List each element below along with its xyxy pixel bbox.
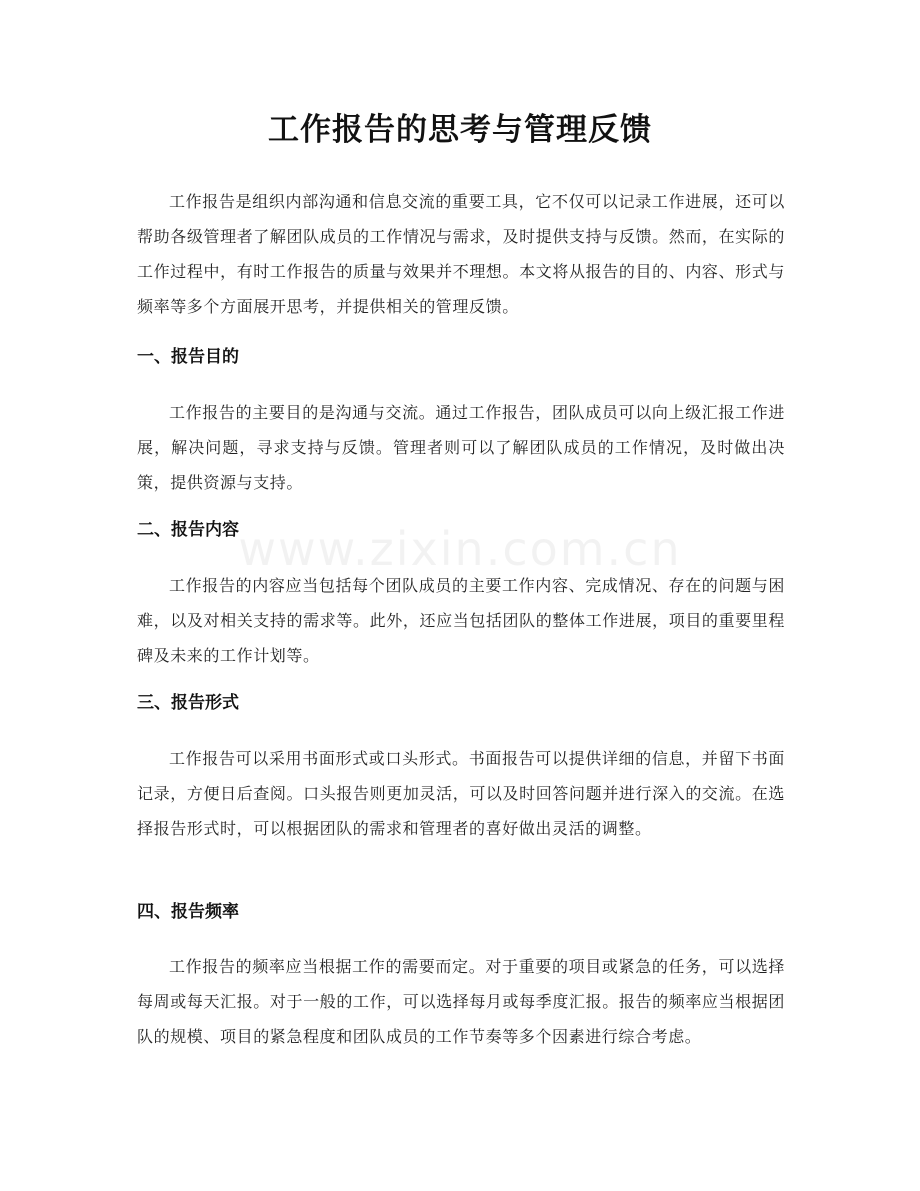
section-body-purpose: 工作报告的主要目的是沟通与交流。通过工作报告，团队成员可以向上级汇报工作进展，解决问题，寻求支持与反馈。管理者则可以了解团队成员的工作情况，及时做出决策，提供资源与支持。 <box>137 403 785 492</box>
watermark-text: www.zixin.com.cn <box>238 522 682 576</box>
section-heading-frequency: 四、报告频率 <box>137 902 239 922</box>
intro-paragraph: 工作报告是组织内部沟通和信息交流的重要工具，它不仅可以记录工作进展，还可以帮助各级管理者了解团队成员的工作情况与需求，及时提供支持与反馈。然而，在实际的工作过程中，有时工作报告的质量与效果并不理想。本文将从报告的目的、内容、形式与频率等多个方面展开思考，并提供相关的管理反馈。 <box>137 192 785 316</box>
section-body-content: 工作报告的内容应当包括每个团队成员的主要工作内容、完成情况、存在的问题与困难，以及对相关支持的需求等。此外，还应当包括团队的整体工作进展，项目的重要里程碑及未来的工作计划等。 <box>137 576 785 665</box>
section-heading-format: 三、报告形式 <box>137 693 239 713</box>
section-body-frequency: 工作报告的频率应当根据工作的需要而定。对于重要的项目或紧急的任务，可以选择每周或每天汇报。对于一般的工作，可以选择每月或每季度汇报。报告的频率应当根据团队的规模、项目的紧急程度和团队成员的工作节奏等多个因素进行综合考虑。 <box>137 957 785 1046</box>
section-body-format: 工作报告可以采用书面形式或口头形式。书面报告可以提供详细的信息，并留下书面记录，方便日后查阅。口头报告则更加灵活，可以及时回答问题并进行深入的交流。在选择报告形式时，可以根据团队的需求和管理者的喜好做出灵活的调整。 <box>137 749 785 838</box>
section-heading-purpose: 一、报告目的 <box>137 347 239 367</box>
page-title: 工作报告的思考与管理反馈 <box>268 112 652 148</box>
section-heading-content: 二、报告内容 <box>137 520 239 540</box>
